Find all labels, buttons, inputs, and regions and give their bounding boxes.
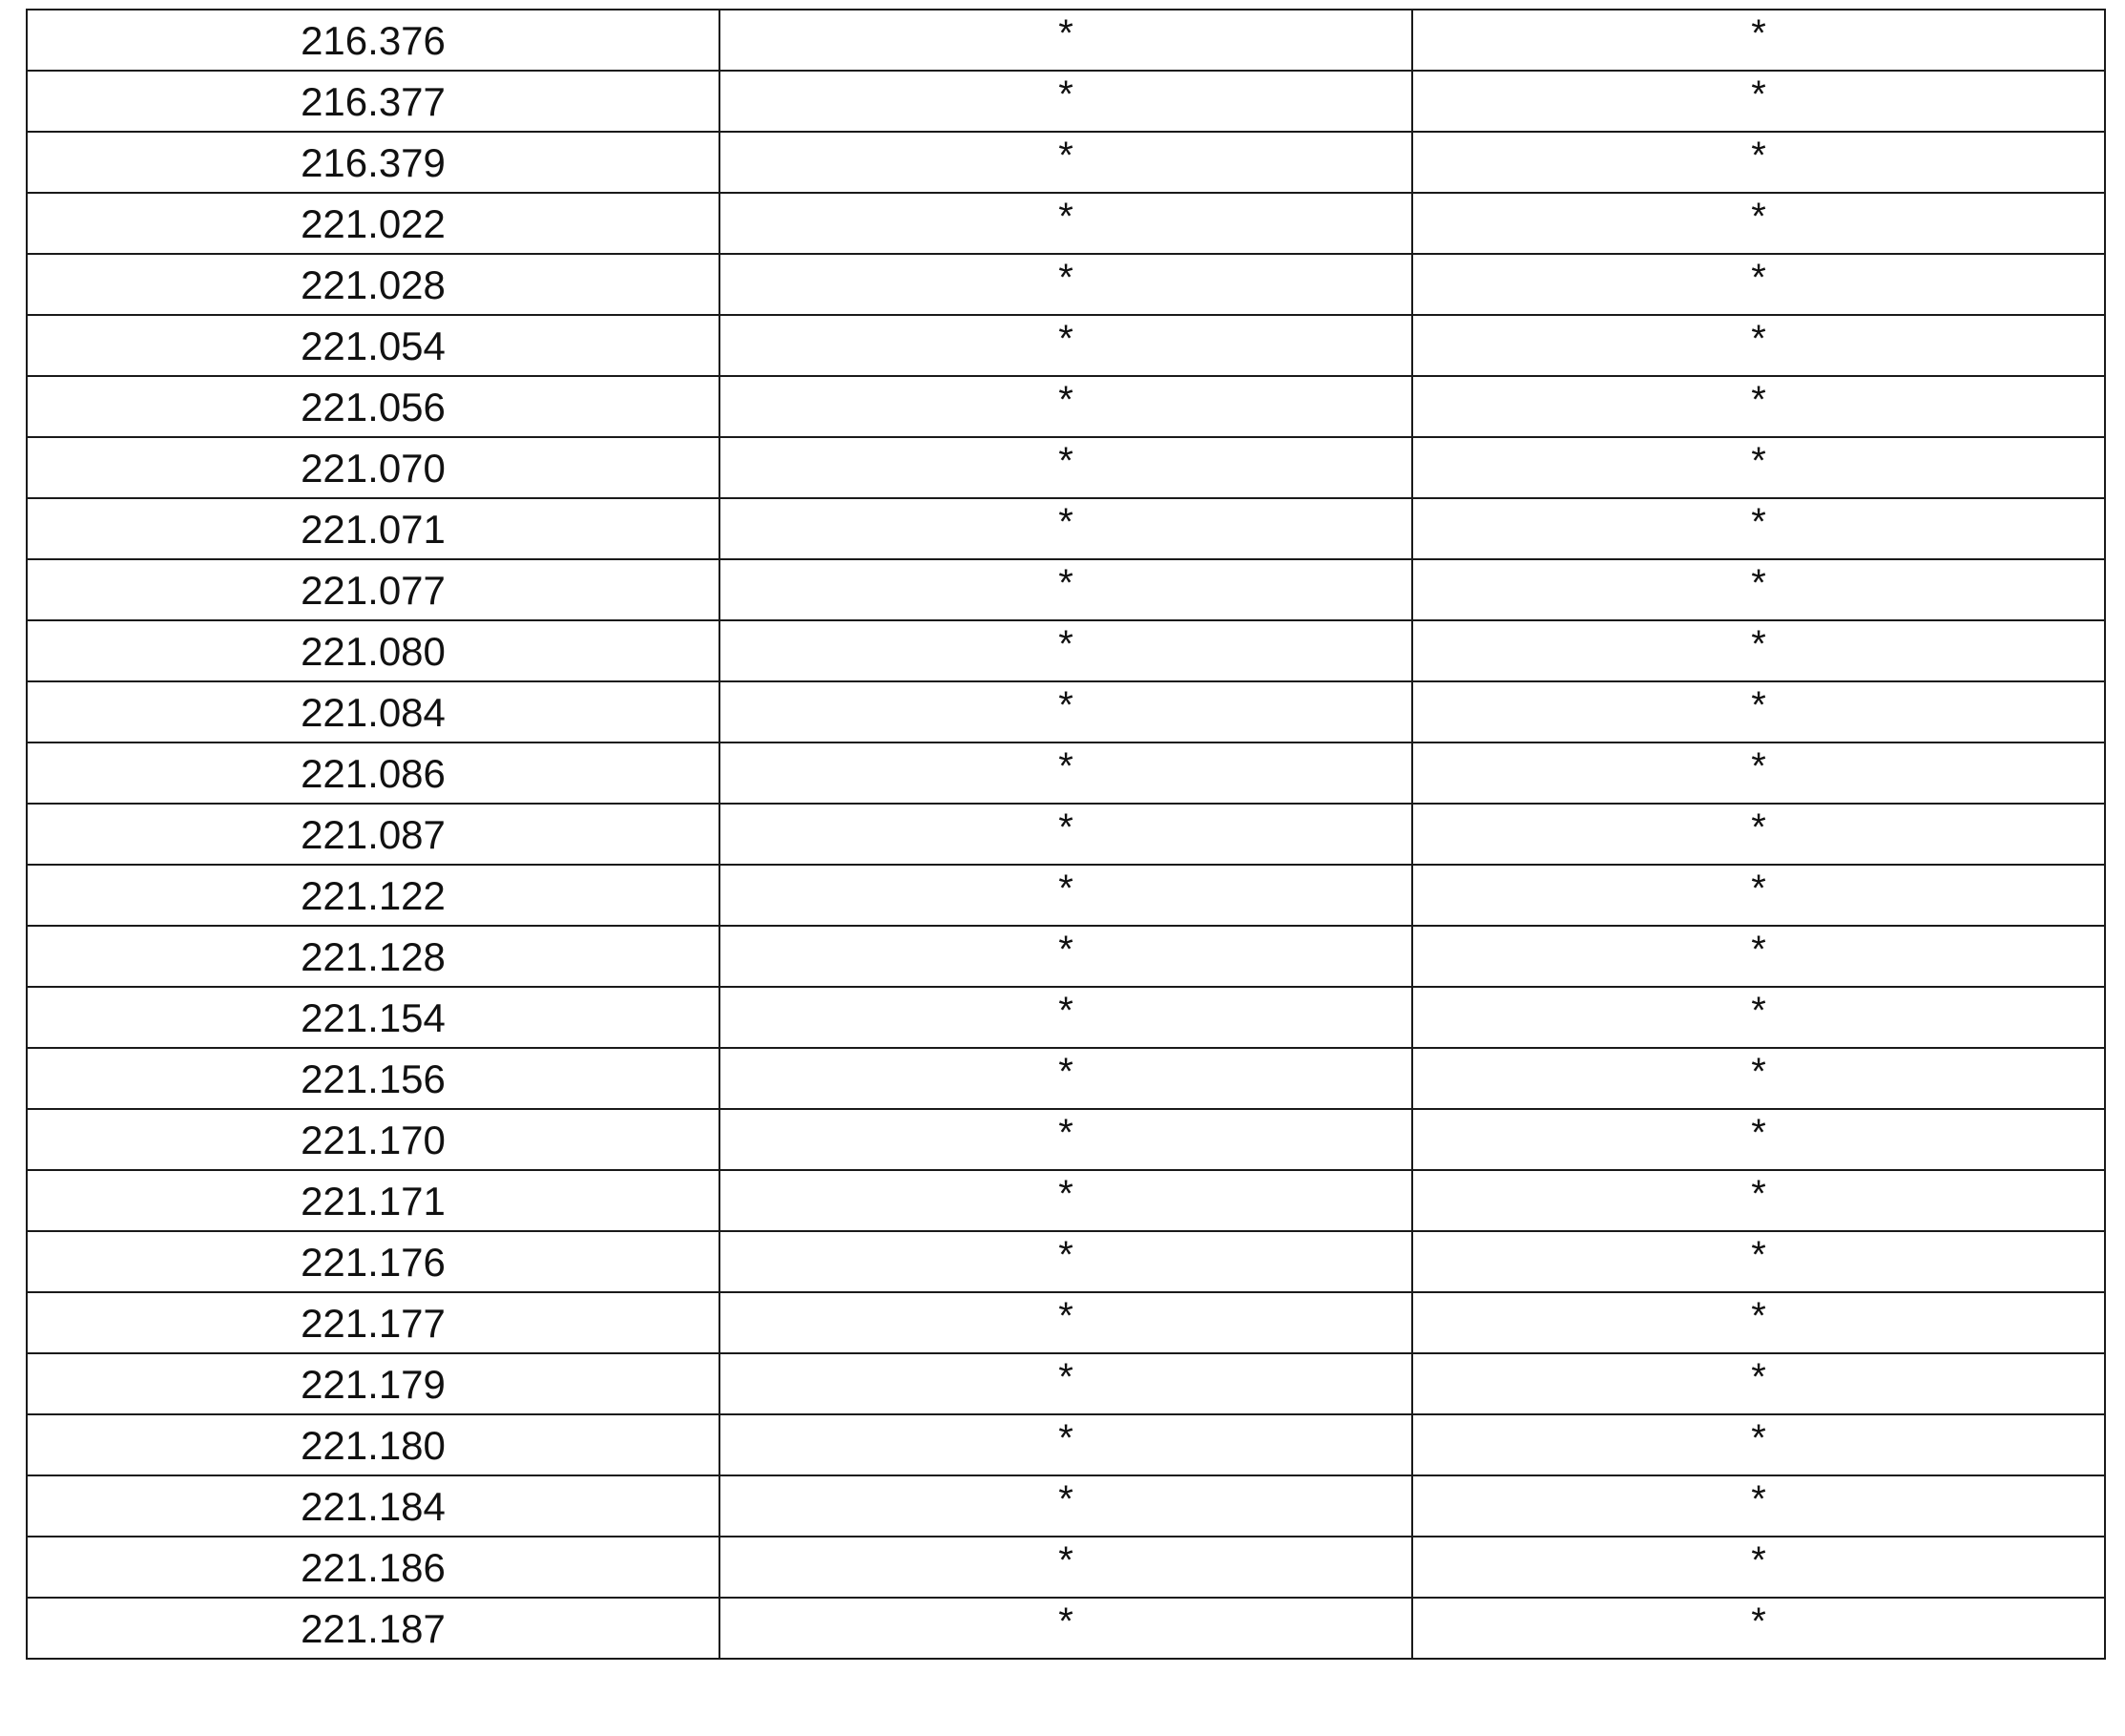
asterisk-cell: * [1412,865,2105,926]
code-cell: 221.056 [27,376,719,437]
asterisk-cell: * [1412,1353,2105,1414]
code-cell: 221.179 [27,1353,719,1414]
data-table [26,9,2106,1660]
table-row [27,1048,2105,1109]
code-cell: 221.054 [27,315,719,376]
table-row [27,681,2105,743]
table-row [27,987,2105,1048]
table-row [27,315,2105,376]
table-row [27,926,2105,987]
asterisk-cell: * [719,865,1412,926]
asterisk-cell: * [719,132,1412,193]
asterisk-cell: * [1412,804,2105,865]
table-row [27,437,2105,498]
code-cell: 221.154 [27,987,719,1048]
code-cell: 221.184 [27,1475,719,1537]
asterisk-cell: * [1412,926,2105,987]
asterisk-cell: * [719,1292,1412,1353]
code-cell: 221.028 [27,254,719,315]
table-row [27,376,2105,437]
table-row [27,620,2105,681]
asterisk-cell: * [1412,1414,2105,1475]
table-row [27,559,2105,620]
table-row [27,132,2105,193]
data-table-container [26,9,2104,1660]
code-cell: 216.377 [27,71,719,132]
code-cell: 221.171 [27,1170,719,1231]
asterisk-cell: * [1412,1048,2105,1109]
code-cell: 221.080 [27,620,719,681]
asterisk-cell: * [1412,1292,2105,1353]
asterisk-cell: * [1412,193,2105,254]
table-body [27,10,2105,1659]
table-row [27,10,2105,71]
code-cell: 221.186 [27,1537,719,1598]
asterisk-cell: * [1412,254,2105,315]
asterisk-cell: * [1412,315,2105,376]
asterisk-cell: * [719,498,1412,559]
asterisk-cell: * [1412,681,2105,743]
asterisk-cell: * [719,804,1412,865]
table-row [27,1598,2105,1659]
code-cell: 221.070 [27,437,719,498]
asterisk-cell: * [1412,132,2105,193]
asterisk-cell: * [719,254,1412,315]
asterisk-cell: * [719,1353,1412,1414]
table-row [27,1231,2105,1292]
asterisk-cell: * [719,10,1412,71]
code-cell: 221.084 [27,681,719,743]
code-cell: 221.128 [27,926,719,987]
asterisk-cell: * [1412,1109,2105,1170]
asterisk-cell: * [719,559,1412,620]
asterisk-cell: * [1412,498,2105,559]
code-cell: 221.087 [27,804,719,865]
table-row [27,254,2105,315]
asterisk-cell: * [719,1598,1412,1659]
code-cell: 221.177 [27,1292,719,1353]
table-row [27,743,2105,804]
code-cell: 221.176 [27,1231,719,1292]
asterisk-cell: * [719,987,1412,1048]
asterisk-cell: * [719,315,1412,376]
asterisk-cell: * [719,1048,1412,1109]
asterisk-cell: * [719,1109,1412,1170]
table-row [27,71,2105,132]
asterisk-cell: * [719,71,1412,132]
asterisk-cell: * [1412,987,2105,1048]
table-row [27,1109,2105,1170]
code-cell: 221.086 [27,743,719,804]
table-row [27,1353,2105,1414]
table-row [27,1170,2105,1231]
asterisk-cell: * [1412,376,2105,437]
asterisk-cell: * [719,620,1412,681]
code-cell: 221.180 [27,1414,719,1475]
code-cell: 221.122 [27,865,719,926]
asterisk-cell: * [1412,620,2105,681]
asterisk-cell: * [719,437,1412,498]
table-row [27,1292,2105,1353]
code-cell: 221.187 [27,1598,719,1659]
asterisk-cell: * [719,193,1412,254]
asterisk-cell: * [1412,10,2105,71]
asterisk-cell: * [1412,437,2105,498]
asterisk-cell: * [719,681,1412,743]
table-row [27,865,2105,926]
code-cell: 221.071 [27,498,719,559]
asterisk-cell: * [1412,1598,2105,1659]
table-row [27,804,2105,865]
asterisk-cell: * [719,1231,1412,1292]
asterisk-cell: * [719,376,1412,437]
code-cell: 216.376 [27,10,719,71]
asterisk-cell: * [1412,1475,2105,1537]
asterisk-cell: * [1412,1231,2105,1292]
asterisk-cell: * [1412,1170,2105,1231]
table-row [27,193,2105,254]
asterisk-cell: * [719,1537,1412,1598]
asterisk-cell: * [719,743,1412,804]
asterisk-cell: * [1412,559,2105,620]
table-row [27,1475,2105,1537]
asterisk-cell: * [1412,1537,2105,1598]
table-row [27,498,2105,559]
asterisk-cell: * [1412,71,2105,132]
asterisk-cell: * [719,1414,1412,1475]
code-cell: 221.077 [27,559,719,620]
code-cell: 221.022 [27,193,719,254]
asterisk-cell: * [719,1170,1412,1231]
code-cell: 221.156 [27,1048,719,1109]
asterisk-cell: * [1412,743,2105,804]
table-row [27,1414,2105,1475]
asterisk-cell: * [719,926,1412,987]
asterisk-cell: * [719,1475,1412,1537]
code-cell: 216.379 [27,132,719,193]
code-cell: 221.170 [27,1109,719,1170]
table-row [27,1537,2105,1598]
